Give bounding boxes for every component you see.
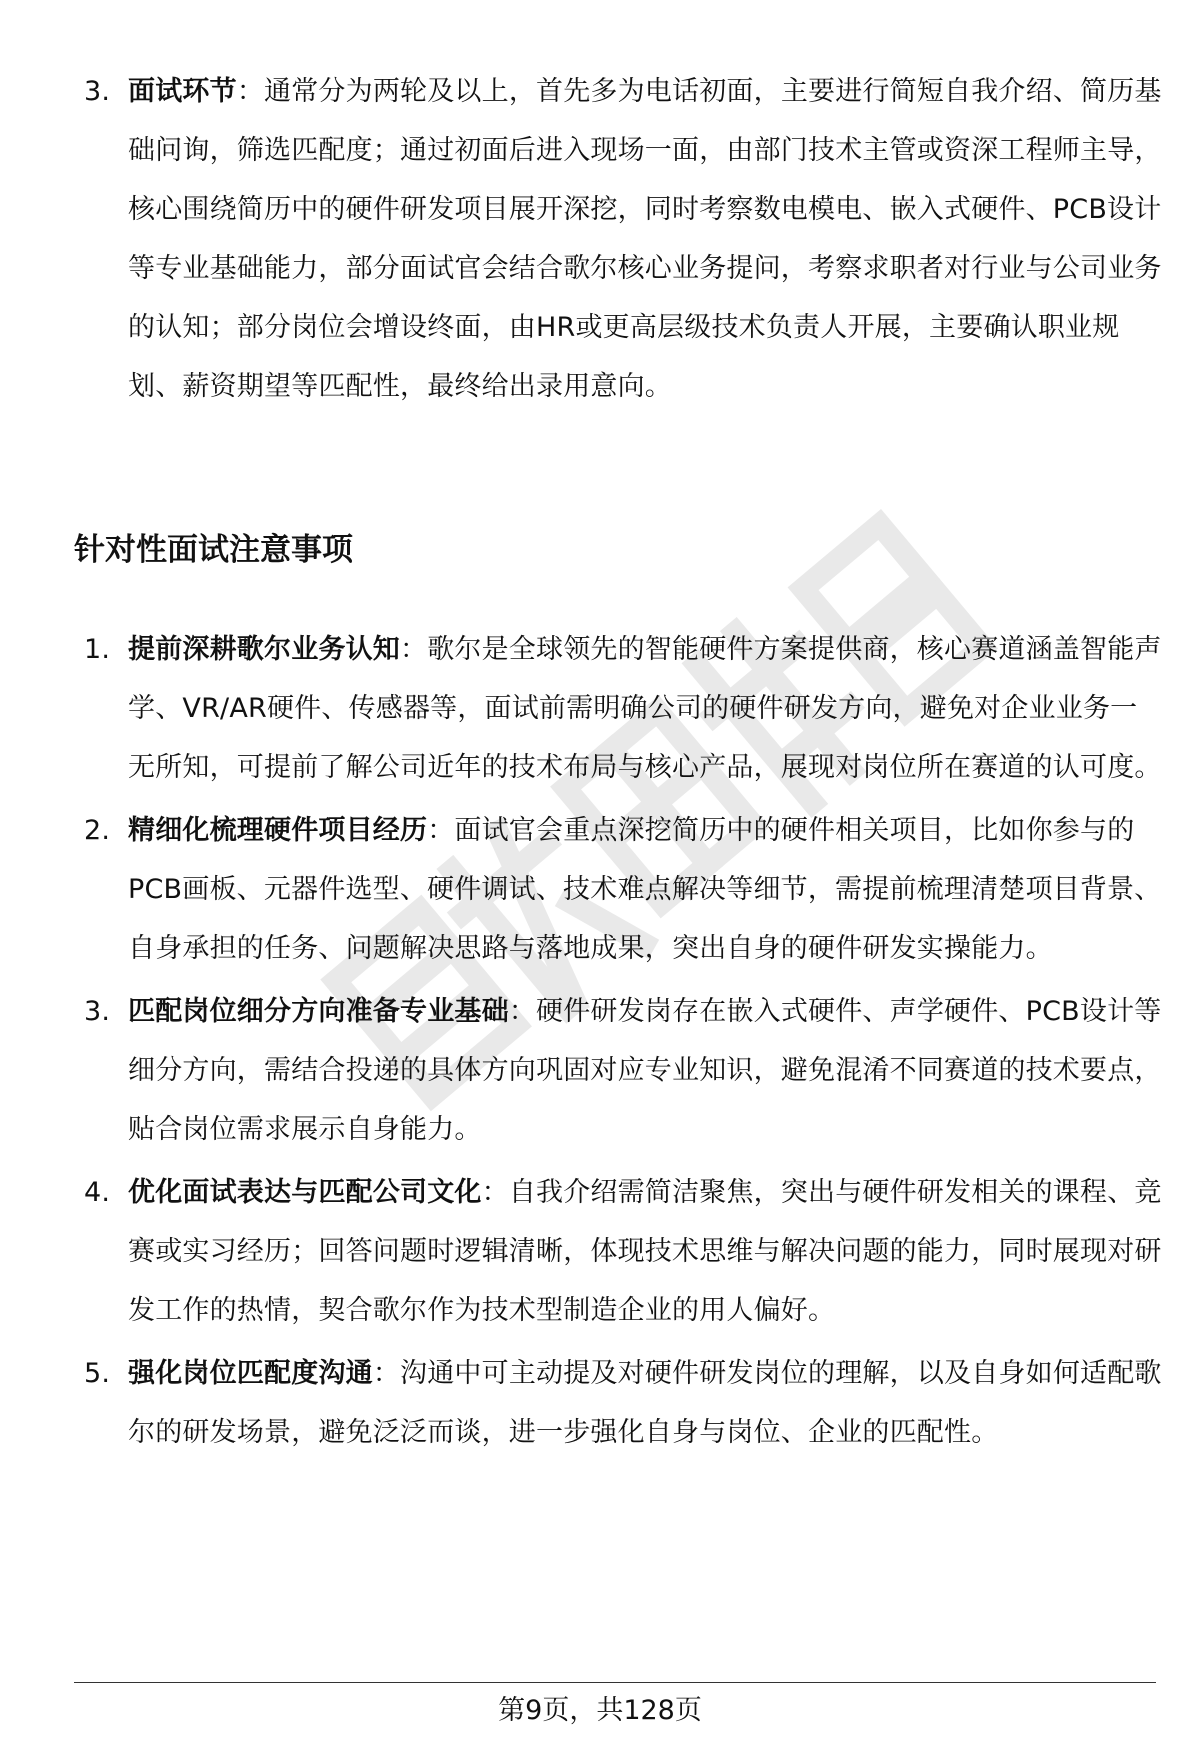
footer-divider xyxy=(74,1682,1156,1683)
item-separator: ： xyxy=(427,815,455,846)
interview-tips-list xyxy=(84,620,1164,1462)
list-item xyxy=(84,982,1164,1159)
item-body: 沟通中可主动提及对硬件研发岗位的理解，以及自身如何适配歌尔的研发场景，避免泛泛而谈，进一步强化自身与岗位、企业的匹配性。 xyxy=(128,1358,1162,1448)
item-term: 提前深耕歌尔业务认知 xyxy=(128,634,400,665)
item-term: 面试环节 xyxy=(128,76,237,107)
item-separator: ： xyxy=(400,634,428,665)
list-number: 4. xyxy=(84,1177,111,1208)
section-heading: 针对性面试注意事项 xyxy=(74,532,353,568)
item-separator: ： xyxy=(508,996,537,1027)
list-number: 1. xyxy=(84,634,111,665)
list-number: 2. xyxy=(84,815,111,846)
item-body: 硬件研发岗存在嵌入式硬件、声学硬件、PCB设计等细分方向，需结合投递的具体方向巩固对应专业知识，避免混淆不同赛道的技术要点，贴合岗位需求展示自身能力。 xyxy=(128,996,1162,1145)
item-term: 优化面试表达与匹配公司文化 xyxy=(128,1177,482,1208)
item-separator: ： xyxy=(481,1177,509,1208)
item-term: 精细化梳理硬件项目经历 xyxy=(128,815,428,846)
item-body: 面试官会重点深挖简历中的硬件相关项目，比如你参与的PCB画板、元器件选型、硬件调试、技术难点解决等细节，需提前梳理清楚项目背景、自身承担的任务、问题解决思路与落地成果，突出自身的硬件研发实操能力。 xyxy=(128,815,1162,964)
item-term: 强化岗位匹配度沟通 xyxy=(128,1358,373,1389)
interview-process-list xyxy=(84,62,1164,416)
list-item xyxy=(84,620,1164,797)
item-separator: ： xyxy=(236,76,265,107)
list-number: 5. xyxy=(84,1358,111,1389)
item-body: 通常分为两轮及以上，首先多为电话初面，主要进行简短自我介绍、简历基础问询，筛选匹配度；通过初面后进入现场一面，由部门技术主管或资深工程师主导，核心围绕简历中的硬件研发项目展开深挖，同时考察数电模电、嵌入式硬件、PCB设计等专业基础能力，部分面试官会结合歌尔核心业务提问，考察求职者对行业与公司业务的认知；部分岗位会增设终面，由HR或更高层级技术负责人开展，主要确认职业规划、薪资期望等匹配性，最终给出录用意向。 xyxy=(128,76,1162,402)
list-item xyxy=(84,801,1164,978)
item-separator: ： xyxy=(372,1358,401,1389)
item-term: 匹配岗位细分方向准备专业基础 xyxy=(128,996,509,1027)
list-number: 3. xyxy=(84,76,111,107)
page-number: 第9页，共128页 xyxy=(498,1695,702,1726)
list-item xyxy=(84,1344,1164,1462)
list-item xyxy=(84,1163,1164,1340)
list-number: 3. xyxy=(84,996,111,1027)
item-body: 自我介绍需简洁聚焦，突出与硬件研发相关的课程、竞赛或实习经历；回答问题时逻辑清晰，体现技术思维与解决问题的能力，同时展现对研发工作的热情，契合歌尔作为技术型制造企业的用人偏好。 xyxy=(128,1177,1162,1326)
list-item xyxy=(84,62,1164,416)
item-body: 歌尔是全球领先的智能硬件方案提供商，核心赛道涵盖智能声学、VR/AR硬件、传感器等，面试前需明确公司的硬件研发方向，避免对企业业务一无所知，可提前了解公司近年的技术布局与核心产品，展现对岗位所在赛道的认可度。 xyxy=(128,634,1162,783)
